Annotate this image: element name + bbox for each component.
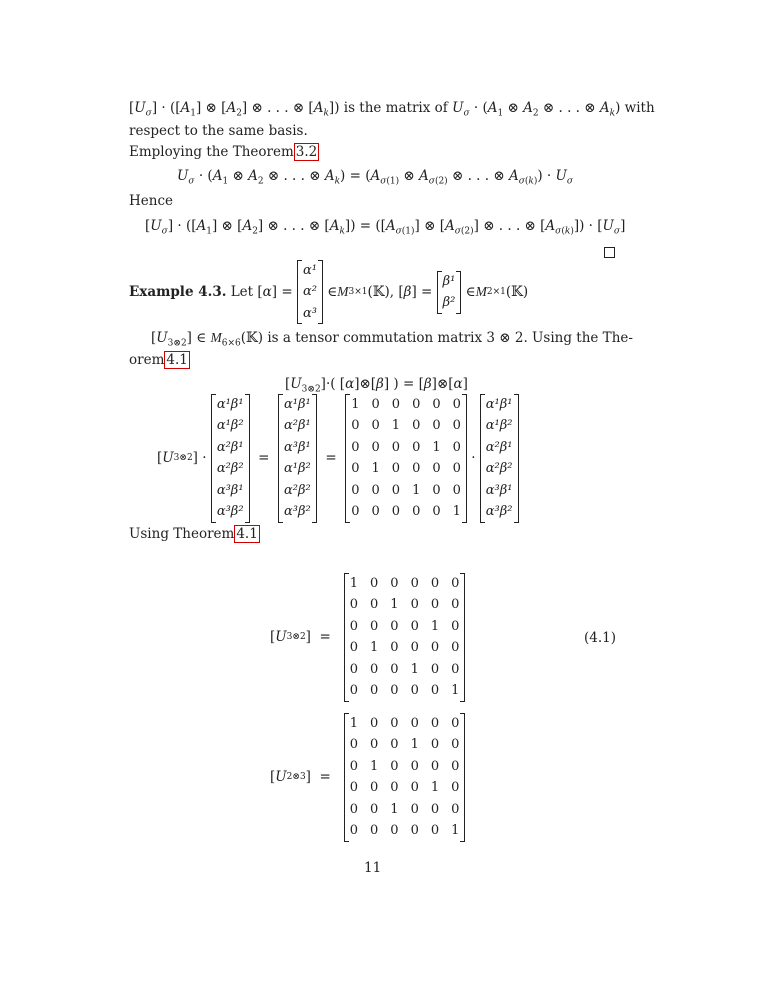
paragraph-line-1: $[U_\sigma] \cdot ([A_1]$ ⊗ $[A_2]$ ⊗ . . . ⊗ $[A_k]$) is the matrix of $U_\sigma \cdot (A_1$ ⊗ $A_2$ ⊗ . . . ⊗ $A_k$) with bbox=[129, 100, 655, 119]
u23-cell: 0 bbox=[451, 758, 460, 774]
u32-inline-cell: 0 bbox=[351, 461, 360, 476]
commutation-text: is a tensor commutation matrix 3 ⊗ 2. Using the The- bbox=[267, 330, 633, 346]
u23-cell: 0 bbox=[430, 715, 440, 731]
equation-tensor-swap: $[U_{3\otimes 2}]\cdot$( [α]⊗[β] ) = [β]⊗[α] bbox=[285, 376, 468, 395]
u23-cell: 1 bbox=[430, 780, 440, 795]
example-label: Example 4.3. bbox=[129, 284, 227, 300]
u32-inline-cell: 0 bbox=[391, 482, 401, 498]
let-text: Let bbox=[230, 284, 254, 300]
u23-cell: 0 bbox=[410, 823, 419, 838]
u23-cell: 0 bbox=[370, 780, 379, 795]
u32-cell: 1 bbox=[390, 597, 399, 612]
beta-alpha-entry: α²β² bbox=[284, 482, 311, 498]
u23-cell: 0 bbox=[349, 758, 358, 774]
u23-cell: 0 bbox=[370, 801, 379, 817]
beta-alpha-entry: α²β¹ bbox=[284, 418, 311, 433]
u23-cell: 1 bbox=[370, 758, 379, 774]
u32-inline-cell: 0 bbox=[412, 461, 421, 476]
alpha-beta-right-entry: α²β² bbox=[485, 461, 513, 476]
alpha-beta-right-entry: α¹β² bbox=[485, 418, 513, 433]
u32-cell: 0 bbox=[370, 575, 379, 591]
u32-cell: 0 bbox=[370, 618, 379, 634]
u32-inline-cell: 0 bbox=[351, 439, 360, 455]
u32-cell: 0 bbox=[430, 640, 440, 655]
u23-cell: 1 bbox=[349, 715, 358, 731]
beta-alpha-entry: α³β¹ bbox=[284, 439, 311, 455]
u23-cell: 0 bbox=[410, 780, 419, 795]
u32-inline-cell: 0 bbox=[412, 439, 421, 455]
u23-cell: 0 bbox=[410, 801, 419, 817]
alpha-beta-entry: α²β¹ bbox=[216, 439, 244, 455]
text-matrix-of: is the matrix of bbox=[343, 100, 448, 116]
alpha-beta-entry: α¹β² bbox=[216, 418, 244, 433]
u32-inline-cell: 1 bbox=[432, 439, 441, 455]
beta-alpha-vector bbox=[278, 394, 317, 523]
u23-cell: 1 bbox=[410, 737, 419, 752]
using-theorem-text: Using Theorem bbox=[129, 526, 235, 542]
u32-inline-cell: 0 bbox=[432, 418, 441, 433]
alpha-beta-vector bbox=[211, 394, 250, 523]
alpha-entry: α² bbox=[302, 284, 317, 300]
u32-cell: 0 bbox=[430, 575, 440, 591]
alpha-entry: α³ bbox=[302, 305, 317, 321]
u23-cell: 0 bbox=[451, 780, 460, 795]
alpha-column-vector bbox=[297, 260, 323, 325]
alpha-beta-right-entry: α¹β¹ bbox=[485, 396, 513, 412]
u32-cell: 0 bbox=[430, 661, 440, 677]
u32-inline-cell: 0 bbox=[391, 396, 401, 412]
u32-cell: 0 bbox=[349, 661, 358, 677]
alpha-beta-vector-right bbox=[480, 394, 519, 523]
u32-cell: 0 bbox=[410, 575, 419, 591]
u32-inline-cell: 0 bbox=[452, 482, 461, 498]
u32-definition: [ U 3⊗2 ] = 1 0 0 0 0 0 0 0 1 0 0 0 0 0 0 0 1 0 0 1 0 0 0 0 0 0 0 1 0 0 0 0 0 0 0 1 bbox=[270, 573, 465, 701]
employing-text: Employing the Theorem bbox=[129, 144, 294, 160]
qed-square bbox=[604, 247, 615, 258]
u32-inline-cell: 0 bbox=[412, 418, 421, 433]
orem-text: orem bbox=[129, 352, 165, 368]
u23-cell: 1 bbox=[390, 801, 399, 817]
u32-inline-cell: 0 bbox=[432, 482, 441, 498]
u23-cell: 0 bbox=[390, 823, 399, 838]
u32-cell: 0 bbox=[349, 618, 358, 634]
u32-cell: 0 bbox=[410, 640, 419, 655]
beta-alpha-entry: α¹β¹ bbox=[284, 396, 311, 412]
u32-cell: 0 bbox=[430, 683, 440, 698]
u32-cell: 1 bbox=[430, 618, 440, 634]
employing-line bbox=[129, 144, 319, 160]
u32-cell: 0 bbox=[349, 683, 358, 698]
theorem-ref-3-2[interactable]: 3.2 bbox=[295, 144, 318, 160]
u32-cell: 0 bbox=[451, 618, 460, 634]
u23-cell: 0 bbox=[349, 801, 358, 817]
using-theorem-line bbox=[129, 526, 260, 542]
u32-cell: 0 bbox=[370, 661, 379, 677]
beta-alpha-entry: α³β² bbox=[284, 504, 311, 519]
u32-inline-cell: 1 bbox=[412, 482, 421, 498]
u32-cell: 0 bbox=[451, 575, 460, 591]
u23-cell: 0 bbox=[370, 823, 379, 838]
u32-inline-cell: 0 bbox=[391, 439, 401, 455]
u32-cell: 0 bbox=[410, 597, 419, 612]
u32-inline-cell: 0 bbox=[351, 418, 360, 433]
u23-cell: 0 bbox=[451, 801, 460, 817]
u32-inline-cell: 1 bbox=[351, 396, 360, 412]
u23-cell: 0 bbox=[430, 737, 440, 752]
u32-cell: 0 bbox=[349, 640, 358, 655]
u32-inline-cell: 0 bbox=[391, 461, 401, 476]
u32-cell: 0 bbox=[390, 618, 399, 634]
alpha-beta-entry: α³β¹ bbox=[216, 482, 244, 498]
u32-cell: 1 bbox=[349, 575, 358, 591]
theorem-ref-4-1-b[interactable]: 4.1 bbox=[236, 526, 258, 542]
beta-entry: β² bbox=[442, 295, 456, 310]
alpha-beta-right-entry: α³β¹ bbox=[485, 482, 513, 498]
u32-cell: 0 bbox=[410, 618, 419, 634]
u32-cell: 0 bbox=[370, 683, 379, 698]
u32-inline-cell: 0 bbox=[452, 439, 461, 455]
u23-cell: 0 bbox=[410, 758, 419, 774]
page-number: 11 bbox=[364, 860, 382, 876]
u23-cell: 0 bbox=[390, 715, 399, 731]
u32-cell: 0 bbox=[349, 597, 358, 612]
equation-matrix-commutation: $[U_\sigma] \cdot ([A_1]$ ⊗ $[A_2]$ ⊗ . . . ⊗ $[A_k]) = ([A_{\sigma(1)}]$ ⊗ $[A_{\sigma(2)}]$ ⊗ . . . ⊗ $[A_{\sigma(k)}]) \cdot [U_\sigma]$ bbox=[145, 218, 626, 237]
theorem-ref-4-1[interactable]: 4.1 bbox=[166, 352, 188, 368]
u32-inline-cell: 0 bbox=[371, 439, 380, 455]
u23-cell: 0 bbox=[451, 715, 460, 731]
orem-line bbox=[129, 352, 190, 368]
u32-inline-cell: 1 bbox=[391, 418, 401, 433]
hence-text: Hence bbox=[129, 193, 174, 209]
u32-matrix-inline bbox=[345, 394, 467, 523]
u23-definition: [ U 2⊗3 ] = 1 0 0 0 0 0 0 0 0 1 0 0 0 1 0 0 0 0 0 0 0 0 1 0 0 0 1 0 0 0 0 0 0 0 0 1 bbox=[270, 713, 465, 841]
u23-cell: 0 bbox=[430, 801, 440, 817]
u32-inline-cell: 0 bbox=[351, 504, 360, 519]
u32-cell: 1 bbox=[370, 640, 379, 655]
u32-cell: 1 bbox=[410, 661, 419, 677]
equation-number: (4.1) bbox=[584, 630, 617, 646]
u23-cell: 0 bbox=[451, 737, 460, 752]
alpha-beta-entry: α²β² bbox=[216, 461, 244, 476]
beta-entry: β¹ bbox=[442, 273, 456, 289]
u32-inline-cell: 0 bbox=[371, 396, 380, 412]
u32-cell: 0 bbox=[390, 683, 399, 698]
alpha-beta-entry: α³β² bbox=[216, 504, 244, 519]
u32-inline-cell: 0 bbox=[452, 396, 461, 412]
u23-cell: 0 bbox=[410, 715, 419, 731]
u32-inline-cell: 0 bbox=[351, 482, 360, 498]
u32-inline-cell: 0 bbox=[412, 504, 421, 519]
u32-inline-cell: 0 bbox=[452, 418, 461, 433]
u23-cell: 0 bbox=[349, 737, 358, 752]
u32-inline-cell: 0 bbox=[371, 482, 380, 498]
u32-cell: 0 bbox=[410, 683, 419, 698]
u23-cell: 0 bbox=[370, 715, 379, 731]
u32-cell: 0 bbox=[451, 661, 460, 677]
u23-cell: 0 bbox=[390, 737, 399, 752]
u32-inline-cell: 0 bbox=[432, 504, 441, 519]
alpha-beta-entry: α¹β¹ bbox=[216, 396, 244, 412]
u32-inline-cell: 0 bbox=[371, 504, 380, 519]
example-4-3: Example 4.3. Let [ α ] = α¹ α² α³ ∈ M 3×1 (𝕂), [ β ] = β¹ β² ∈ M 2×1 (𝕂) bbox=[129, 259, 528, 325]
beta-alpha-entry: α¹β² bbox=[284, 461, 311, 476]
u32-cell: 0 bbox=[451, 640, 460, 655]
u32-cell: 0 bbox=[370, 597, 379, 612]
u23-cell: 0 bbox=[430, 758, 440, 774]
u23-cell: 0 bbox=[430, 823, 440, 838]
commutation-matrix-line: $[U_{3\otimes 2}]$ ∈ $M_{6\times 6}(𝕂)$ is a tensor commutation matrix 3 ⊗ 2. Using the The- bbox=[151, 330, 633, 349]
u32-inline-cell: 0 bbox=[412, 396, 421, 412]
paragraph-line-2: respect to the same basis. bbox=[129, 123, 308, 139]
u32-inline-cell: 0 bbox=[432, 461, 441, 476]
big-matrix-equation: [ U 3⊗2 ] · α¹β¹ α¹β² α²β¹ α²β² α³β¹ α³β² = α¹β¹ α²β¹ α³β¹ α¹β² α²β² α³β² = 1 0 0 0 0 0 0 0 1 0 0 0 0 0 0 0 1 0 0 1 0 0 0 0 0 0 0 1 0 0 0 0 0 0 0 1 · α¹β¹ α¹β² α²β¹ α²β² α³β¹ α³β² bbox=[157, 393, 519, 523]
u32-cell: 0 bbox=[390, 661, 399, 677]
u32-cell: 0 bbox=[390, 640, 399, 655]
u32-inline-cell: 0 bbox=[432, 396, 441, 412]
u32-cell: 0 bbox=[451, 597, 460, 612]
u23-cell: 0 bbox=[349, 780, 358, 795]
u32-inline-cell: 1 bbox=[452, 504, 461, 519]
text-with: with bbox=[624, 100, 655, 116]
u23-cell: 0 bbox=[349, 823, 358, 838]
alpha-entry: α¹ bbox=[302, 262, 317, 278]
u32-inline-cell: 0 bbox=[371, 418, 380, 433]
u23-cell: 0 bbox=[390, 780, 399, 795]
u32-cell: 0 bbox=[390, 575, 399, 591]
u32-inline-cell: 0 bbox=[452, 461, 461, 476]
u32-cell: 0 bbox=[430, 597, 440, 612]
u23-matrix bbox=[344, 713, 466, 842]
u23-cell: 0 bbox=[390, 758, 399, 774]
alpha-beta-right-entry: α³β² bbox=[485, 504, 513, 519]
u32-inline-cell: 0 bbox=[391, 504, 401, 519]
alpha-beta-right-entry: α²β¹ bbox=[485, 439, 513, 455]
beta-column-vector bbox=[437, 271, 462, 314]
equation-commutation: $U_\sigma \cdot (A_1$ ⊗ $A_2$ ⊗ . . . ⊗ $A_k) = (A_{\sigma(1)}$ ⊗ $A_{\sigma(2)}$ ⊗ . . . ⊗ $A_{\sigma(k)}) \cdot U_\sigma$ bbox=[177, 168, 574, 187]
u23-cell: 1 bbox=[451, 823, 460, 838]
u32-cell: 1 bbox=[451, 683, 460, 698]
u32-inline-cell: 1 bbox=[371, 461, 380, 476]
u32-matrix bbox=[344, 573, 466, 702]
u23-cell: 0 bbox=[370, 737, 379, 752]
